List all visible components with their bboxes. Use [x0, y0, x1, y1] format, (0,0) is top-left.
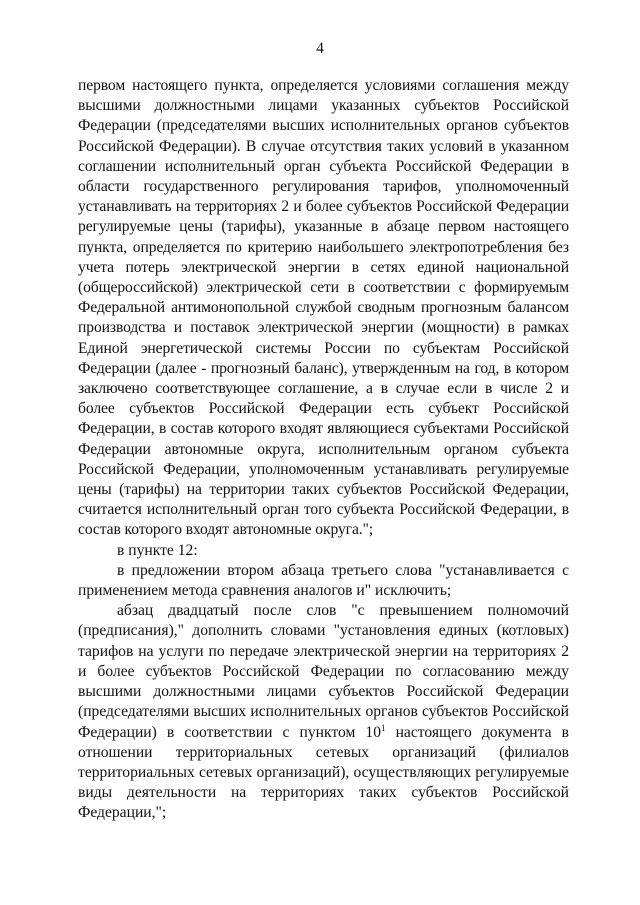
paragraph-sentence-amendment: в предложении втором абзаца третьего слова "устанавливается с применением метода сравнения аналогов и" исключить; — [78, 561, 569, 600]
amendment-text-before-reference: абзац двадцатый после слов "с превышением полномочий (предписания)," дополнить словами "установления единых (котловых) тарифов на услуги по передаче электрической энергии на территориях 2 и более субъектов Российской Федерации по согласованию между высшими должностными лицами субъектов Российской Федерации (председателями высших исполнительных органов субъектов Российской Федерации) в соответствии с пунктом 10 — [78, 602, 569, 741]
amendment-text-after-reference: настоящего документа в отношении территориальных сетевых организаций (филиалов территориальных сетевых организаций), осуществляющих регулируемые виды деятельности на территориях таких субъектов Российской Федерации,"; — [78, 723, 570, 822]
superscript-reference: 1 — [381, 722, 386, 733]
document-body — [78, 76, 569, 824]
paragraph-twentieth-abzac-amendment — [78, 601, 569, 823]
paragraph-continuation: первом настоящего пункта, определяется условиями соглашения между высшими должностными лицами указанных субъектов Российской Федерации (председателями высших исполнительных органов субъектов Российской Федерации). В случае отсутствия таких условий в указанном соглашении исполнительный орган субъекта Российской Федерации в области государственного регулирования тарифов, уполномоченный устанавливать на территориях 2 и более субъектов Российской Федерации регулируемые цены (тарифы), указанные в абзаце первом настоящего пункта, определяется по критерию наибольшего электропотребления без учета потерь электрической энергии в сетях единой национальной (общероссийской) электрической сети в соответствии с формируемым Федеральной антимонопольной службой сводным прогнозным балансом производства и поставок электрической энергии (мощности) в рамках Единой энергетической системы России по субъектам Российской Федерации (далее - прогнозный баланс), утвержденным на год, в котором заключено соответствующее соглашение, а в случае если в числе 2 и более субъектов Российской Федерации есть субъект Российской Федерации, в состав которого входят являющиеся субъектами Российской Федерации автономные округа, исполнительным органом субъекта Российской Федерации, уполномоченным устанавливать регулируемые цены (тарифы) на территории таких субъектов Российской Федерации, считается исполнительный орган того субъекта Российской Федерации, в состав которого входят автономные округа."; — [78, 77, 569, 539]
page-number: 4 — [316, 40, 324, 57]
paragraph-point-12-heading: в пункте 12: — [117, 541, 198, 559]
